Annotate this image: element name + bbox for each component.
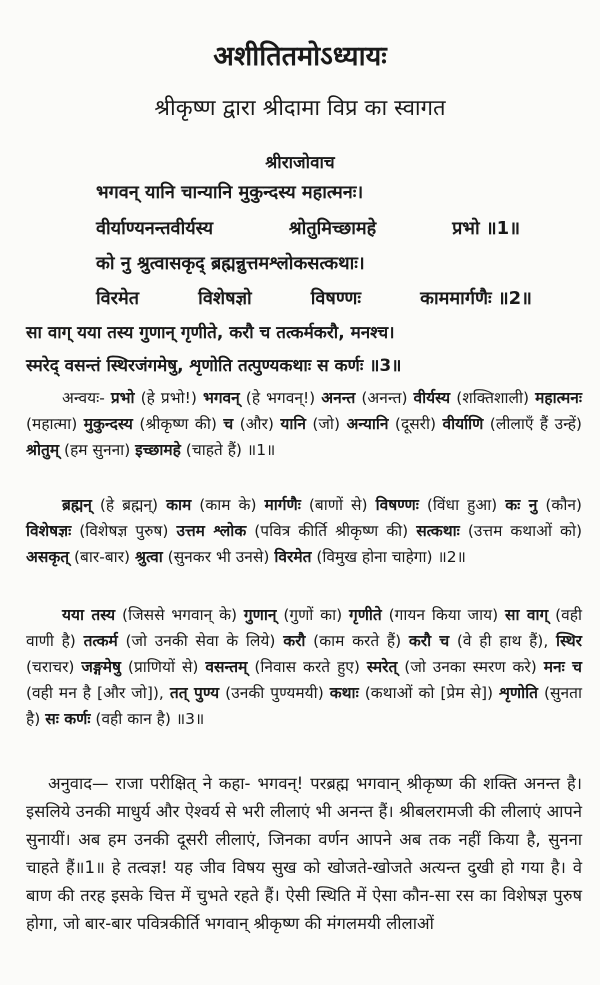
translation-text: अनुवाद— राजा परीक्षित् ने कहा- भगवन्! परब्रह्म भगवान् श्रीकृष्ण की शक्ति अनन्त है। इसलिये उनकी माधुर्य और ऐश्वर्य से भरी लीलाएं भी अनन्त हैं। श्रीबलरामजी की लीलाएं आपने सुनायीं। अब हम उनकी दूसरी लीलाएं, जिनका वर्णन आपने अब तक नहीं किया है, सुनना चाहते हैं॥1॥ हे तत्वज्ञ! यह जीव विषय सुख को खोजते-खोजते अत्यन्त दुखी हो गया है। वे बाण की तरह इसके चित्त में चुभते रहते हैं। ऐसी स्थिति में ऐसा कौन-सा रस का विशेषज्ञ पुरुष होगा, जो बार-बार पवित्रकीर्ति भगवान् श्रीकृष्ण की मंगलमयी लीलाओं — [26, 774, 582, 933]
verse-word: काममार्गणैः ॥2॥ — [420, 288, 532, 309]
anvaya-paragraph-2 — [26, 492, 582, 570]
sanskrit-term: मुकुन्दस्य — [83, 415, 133, 433]
gloss-text: (सुनकर भी उनसे) — [162, 548, 275, 566]
gloss-text: (वही कान है) ॥3॥ — [90, 710, 205, 728]
gloss-text: अन्वयः- — [62, 389, 111, 407]
sanskrit-term: स्थिर — [556, 632, 582, 650]
verse-word: विरमेत — [96, 288, 140, 309]
sanskrit-term: करौ — [283, 632, 306, 650]
verse-line-6 — [26, 353, 401, 376]
sanskrit-term: सत्कथाः — [416, 522, 460, 540]
gloss-text: (श्रीकृष्ण की) — [132, 415, 224, 433]
sanskrit-term: यया तस्य — [62, 606, 116, 624]
verse-word: विषण्णः — [310, 288, 362, 309]
sanskrit-term: विशेषज्ञः — [26, 522, 72, 540]
gloss-text: (लीलाएँ हैं उन्हें) — [483, 415, 582, 433]
verse-line-4 — [96, 286, 532, 310]
gloss-text: (वही मन है [और जो]), — [26, 684, 170, 702]
verse-word: वीर्याण्यनन्तवीर्यस्य — [96, 218, 214, 239]
sanskrit-term: कथाः — [329, 684, 359, 702]
sanskrit-term: गुणान् — [243, 606, 277, 624]
sanskrit-term: कः नु — [505, 496, 538, 514]
gloss-text: (हे ब्रह्मन्) — [91, 496, 167, 514]
sanskrit-term: तत्कर्म — [83, 632, 118, 650]
gloss-text: (जिससे भगवान् के) — [115, 606, 244, 624]
sanskrit-term: प्रभो — [110, 389, 135, 407]
gloss-text: (हम सुनना) — [59, 441, 136, 459]
gloss-text: (महात्मा) — [26, 415, 84, 433]
sanskrit-term: तत् पुण्य — [169, 684, 220, 702]
sanskrit-term: च — [223, 415, 234, 433]
gloss-text: (काम करते हैं) — [305, 632, 409, 650]
gloss-text: (वही वाणी है) — [26, 606, 582, 650]
sanskrit-term: काम — [166, 496, 192, 514]
sanskrit-term: श्रुत्वा — [135, 548, 163, 566]
gloss-text: (वे ही हाथ हैं), — [449, 632, 556, 650]
gloss-text: (विशेषज्ञ पुरुष) — [71, 522, 177, 540]
sanskrit-term: विरमेत — [274, 548, 312, 566]
sanskrit-term: जङ्गमेषु — [81, 658, 121, 676]
gloss-text: (गायन किया जाय) — [381, 606, 506, 624]
verse-text: को नु श्रुत्वासकृद् ब्रह्मन्नुत्तमश्लोकसत्कथाः। — [96, 253, 365, 274]
gloss-text: (विंधा हुआ) — [418, 496, 506, 514]
verse-text: सा वाग् यया तस्य गुणान् गृणीते, करौ च तत्कर्मकरौ, मनश्च। — [26, 323, 395, 343]
gloss-text: (उत्तम कथाओं को) — [459, 522, 583, 540]
gloss-text: (जो उनका स्मरण करे) — [397, 658, 544, 676]
gloss-text: (प्राणियों से) — [120, 658, 206, 676]
gloss-text: (और) — [233, 415, 281, 433]
verse-word: प्रभो ॥1॥ — [452, 218, 520, 239]
gloss-text: (शक्तिशाली) — [450, 389, 536, 407]
sanskrit-term: अन्यानि — [346, 415, 389, 433]
gloss-text: (पवित्र कीर्ति श्रीकृष्ण की) — [246, 522, 417, 540]
sanskrit-term: स्मरेत् — [366, 658, 398, 676]
sanskrit-term: यानि — [280, 415, 306, 433]
gloss-text: (कौन) — [537, 496, 582, 514]
gloss-text: (विमुख होना चाहेगा) ॥2॥ — [311, 548, 466, 566]
sanskrit-term: शृणोति — [499, 684, 538, 702]
sanskrit-term: सः कर्णः — [45, 710, 91, 728]
sanskrit-term: ब्रह्मन् — [62, 496, 92, 514]
gloss-text: (निवास करते हुए) — [247, 658, 367, 676]
verse-line-3 — [96, 251, 365, 275]
sanskrit-term: सा वाग् — [505, 606, 549, 624]
anvaya-paragraph-3 — [26, 602, 582, 732]
sanskrit-term: वीर्यस्य — [413, 389, 451, 407]
gloss-text: (चाहते हैं) ॥1॥ — [180, 441, 276, 459]
gloss-text: (चराचर) — [26, 658, 82, 676]
verse-text: स्मरेद् वसन्तं स्थिरजंगमेषु, शृणोति तत्पुण्यकथाः स कर्णः ॥3॥ — [26, 356, 402, 376]
verse-word: विशेषज्ञो — [198, 288, 252, 309]
chapter-subtitle: श्रीकृष्ण द्वारा श्रीदामा विप्र का स्वागत — [154, 96, 446, 121]
gloss-text: (सुनता है) — [26, 684, 582, 728]
gloss-text: (काम के) — [191, 496, 265, 514]
verse-line-1 — [96, 180, 363, 204]
verse-line-5 — [26, 320, 395, 343]
sanskrit-term: उत्तम श्लोक — [176, 522, 247, 540]
sanskrit-term: मार्गणैः — [264, 496, 301, 514]
gloss-text: (गुणों का) — [276, 606, 349, 624]
gloss-text: (बार-बार) — [69, 548, 136, 566]
gloss-text: (जो उनकी सेवा के लिये) — [117, 632, 284, 650]
sanskrit-term: अनन्त — [321, 389, 356, 407]
verse-word: श्रोतुमिच्छामहे — [288, 218, 377, 239]
gloss-text: (उनकी पुण्यमयी) — [219, 684, 330, 702]
translation-paragraph — [26, 770, 582, 938]
sanskrit-term: भगवन् — [202, 389, 240, 407]
verse-line-2 — [96, 216, 520, 240]
gloss-text: (हे प्रभो!) — [134, 389, 203, 407]
sanskrit-term: श्रोतुम् — [26, 441, 60, 459]
chapter-title: अशीतितमोऽध्यायः — [213, 41, 387, 72]
gloss-text: (बाणों से) — [300, 496, 376, 514]
sanskrit-term: गृणीते — [348, 606, 382, 624]
gloss-text: (हे भगवन्!) — [239, 389, 322, 407]
gloss-text: (दूसरी) — [388, 415, 443, 433]
anvaya-paragraph-1 — [26, 385, 582, 463]
sanskrit-term: वसन्तम् — [205, 658, 248, 676]
sanskrit-term: वीर्याणि — [442, 415, 484, 433]
sanskrit-term: महात्मनः — [535, 389, 582, 407]
sanskrit-term: करौ च — [408, 632, 450, 650]
gloss-text: (कथाओं को [प्रेम से]) — [358, 684, 500, 702]
gloss-text: (अनन्त) — [355, 389, 414, 407]
gloss-text: (जो) — [305, 415, 347, 433]
sanskrit-term: विषण्णः — [375, 496, 419, 514]
sanskrit-term: इच्छामहे — [135, 441, 181, 459]
sanskrit-term: मनः च — [543, 658, 583, 676]
verse-text: भगवन् यानि चान्यानि मुकुन्दस्य महात्मनः। — [96, 182, 364, 203]
sanskrit-term: असकृत् — [26, 548, 70, 566]
speaker-heading: श्रीराजोवाच — [265, 153, 335, 173]
